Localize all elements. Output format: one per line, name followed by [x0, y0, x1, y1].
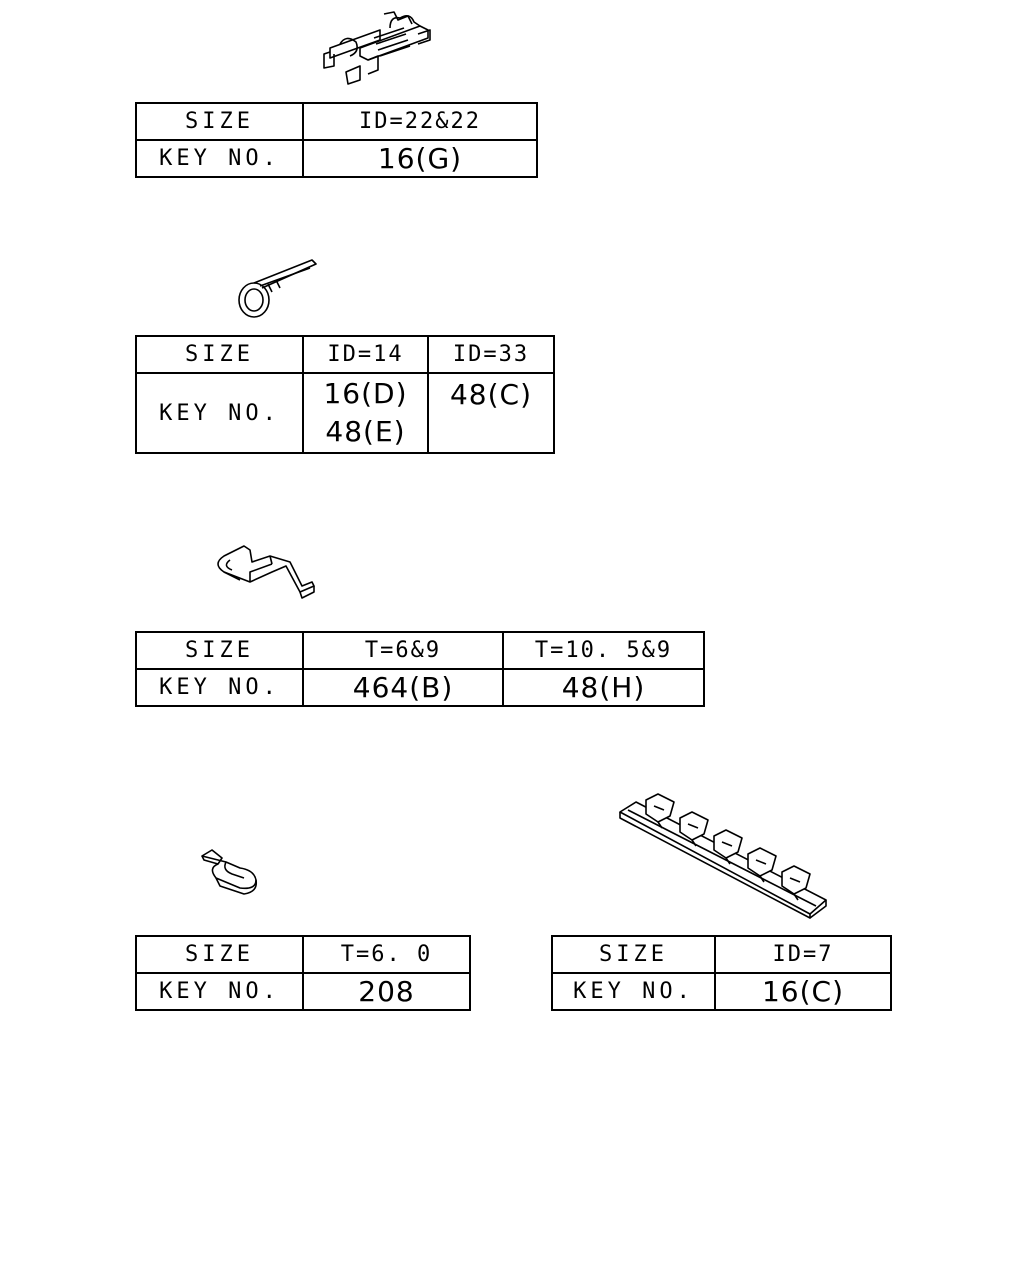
spec-table-1 [135, 102, 538, 178]
key-no-row [136, 373, 554, 453]
size-row [136, 936, 470, 973]
small-spring-clip-icon [198, 848, 264, 898]
size-value: T=10. 5&9 [503, 632, 704, 669]
band-clamp-icon [232, 258, 322, 324]
key-no-value: 16(C) [715, 973, 891, 1010]
key-no-value-line: 16(D) [323, 377, 408, 410]
size-label: SIZE [136, 103, 303, 140]
size-value: ID=33 [428, 336, 554, 373]
spec-table-4 [135, 935, 471, 1011]
double-pipe-clip-icon [320, 8, 440, 88]
size-value: ID=7 [715, 936, 891, 973]
size-row [552, 936, 891, 973]
key-no-label: KEY NO. [552, 973, 715, 1010]
size-label: SIZE [136, 936, 303, 973]
key-no-value [303, 373, 428, 453]
key-no-value: 48(C) [428, 373, 554, 453]
key-no-row [552, 973, 891, 1010]
spec-table-5 [551, 935, 892, 1011]
key-no-label: KEY NO. [136, 669, 303, 706]
size-value: ID=14 [303, 336, 428, 373]
key-no-row [136, 669, 704, 706]
spec-table-3 [135, 631, 705, 707]
size-row [136, 103, 537, 140]
key-no-value: 464(B) [303, 669, 503, 706]
key-no-row [136, 140, 537, 177]
s-shaped-clip-icon [210, 542, 320, 604]
multi-pipe-clip-strip-icon [616, 792, 830, 920]
key-no-value: 16(G) [303, 140, 537, 177]
key-no-value-line: 48(E) [325, 415, 406, 448]
key-no-value: 208 [303, 973, 470, 1010]
key-no-value: 48(H) [503, 669, 704, 706]
spec-table-2 [135, 335, 555, 454]
size-label: SIZE [136, 336, 303, 373]
size-value: ID=22&22 [303, 103, 537, 140]
key-no-label: KEY NO. [136, 373, 303, 453]
size-label: SIZE [552, 936, 715, 973]
size-row [136, 336, 554, 373]
size-value: T=6&9 [303, 632, 503, 669]
key-no-row [136, 973, 470, 1010]
key-no-label: KEY NO. [136, 973, 303, 1010]
size-value: T=6. 0 [303, 936, 470, 973]
size-label: SIZE [136, 632, 303, 669]
size-row [136, 632, 704, 669]
key-no-label: KEY NO. [136, 140, 303, 177]
